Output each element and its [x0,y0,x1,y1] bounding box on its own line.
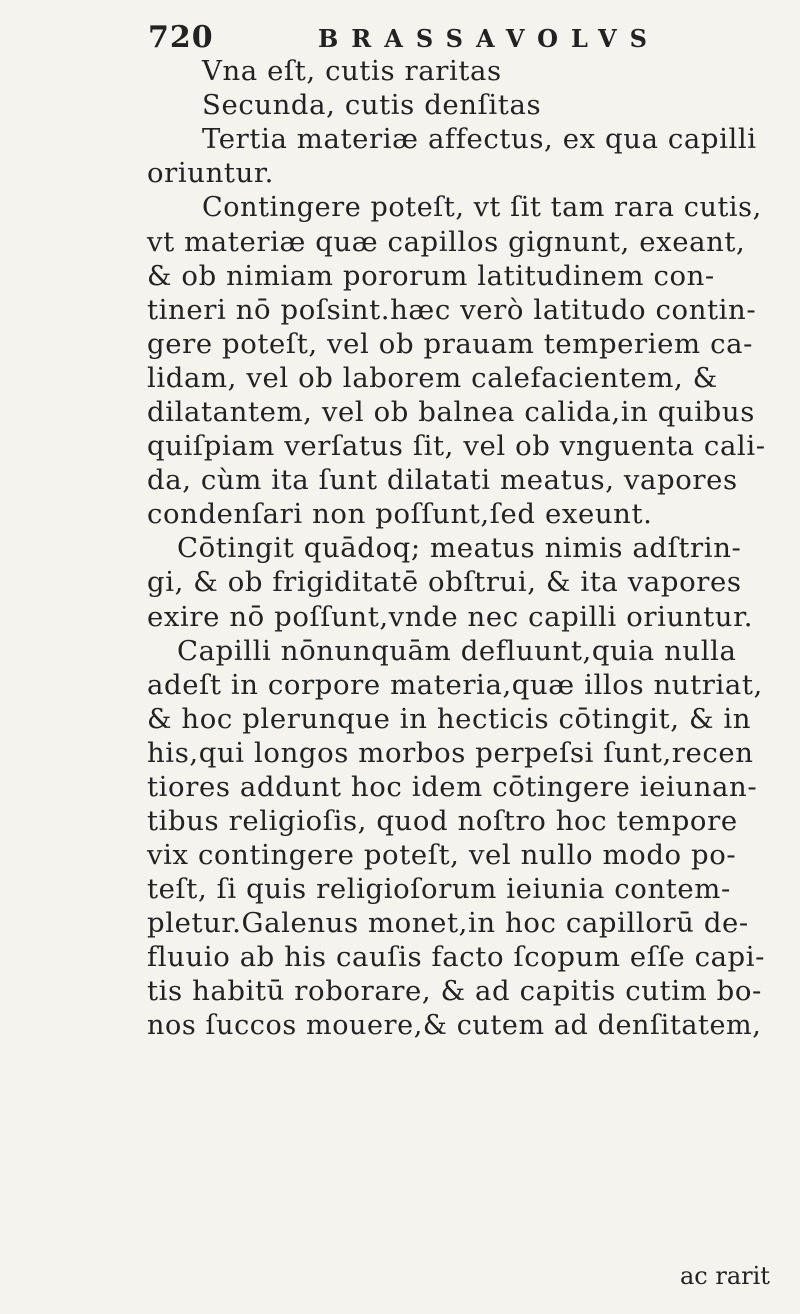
text-line: pletur.Galenus monet,in hoc capillorū de- [147,907,749,939]
text-line: nos ſuccos mouere,& cutem ad denſitatem, [147,1010,762,1041]
text-line: Capilli nōnunquām defluunt,quia nulla [177,635,737,667]
text-line: tibus religioſis, quod noſtro hoc tempore [147,805,738,837]
text-line: Vna eſt, cutis raritas [202,55,502,87]
text-line: exire nō poſſunt,vnde nec capilli oriuntur. [147,601,754,633]
text-line: tis habitū roborare, & ad capitis cutim bo- [147,975,762,1007]
text-line: dilatantem, vel ob balnea calida,in quibus [147,396,755,428]
text-line: condenſari non poſſunt,ſed exeunt. [147,498,653,530]
text-line: & hoc plerunque in hecticis cōtingit, & in [147,703,752,735]
page-number: 720 [148,20,214,55]
text-line: Secunda, cutis denſitas [202,89,542,121]
text-line: vix contingere poteſt, vel nullo modo po- [147,839,737,871]
text-line: fluuio ab his cauſis facto ſcopum eſſe capi- [147,941,766,973]
text-line: & ob nimiam pororum latitudinem con- [147,260,715,292]
text-line: teſt, ſi quis religioſorum ieiunia contem- [147,873,731,905]
text-line: tiores addunt hoc idem cōtingere ieiunan- [147,771,758,803]
text-line: gere poteſt, vel ob prauam temperiem ca- [147,328,753,360]
text-line: his,qui longos morbos perpeſsi ſunt,recen [147,737,754,769]
running-head: BRASSAVOLVS [318,24,660,53]
text-line: oriuntur. [147,157,274,189]
text-line: Contingere poteſt, vt ſit tam rara cutis, [202,192,762,223]
text-line: lidam, vel ob laborem calefacientem, & [147,362,718,394]
text-line: quiſpiam verſatus ſit, vel ob vnguenta cali- [147,430,766,462]
text-line: Cōtingit quādoq; meatus nimis adſtrin- [177,532,742,564]
text-line: vt materiæ quæ capillos gignunt, exeant, [147,226,746,258]
text-line: Tertia materiæ affectus, ex qua capilli [202,123,757,155]
text-line: da, cùm ita ſunt dilatati meatus, vapores [147,464,738,496]
text-line: tineri nō poſsint.hæc verò latitudo contin- [147,294,757,326]
catchword: ac rarit [680,1262,770,1290]
text-line: gi, & ob frigiditatē obſtrui, & ita vapores [147,566,742,598]
text-line: adeſt in corpore materia,quæ illos nutriat, [147,669,763,701]
page-header [148,20,688,58]
